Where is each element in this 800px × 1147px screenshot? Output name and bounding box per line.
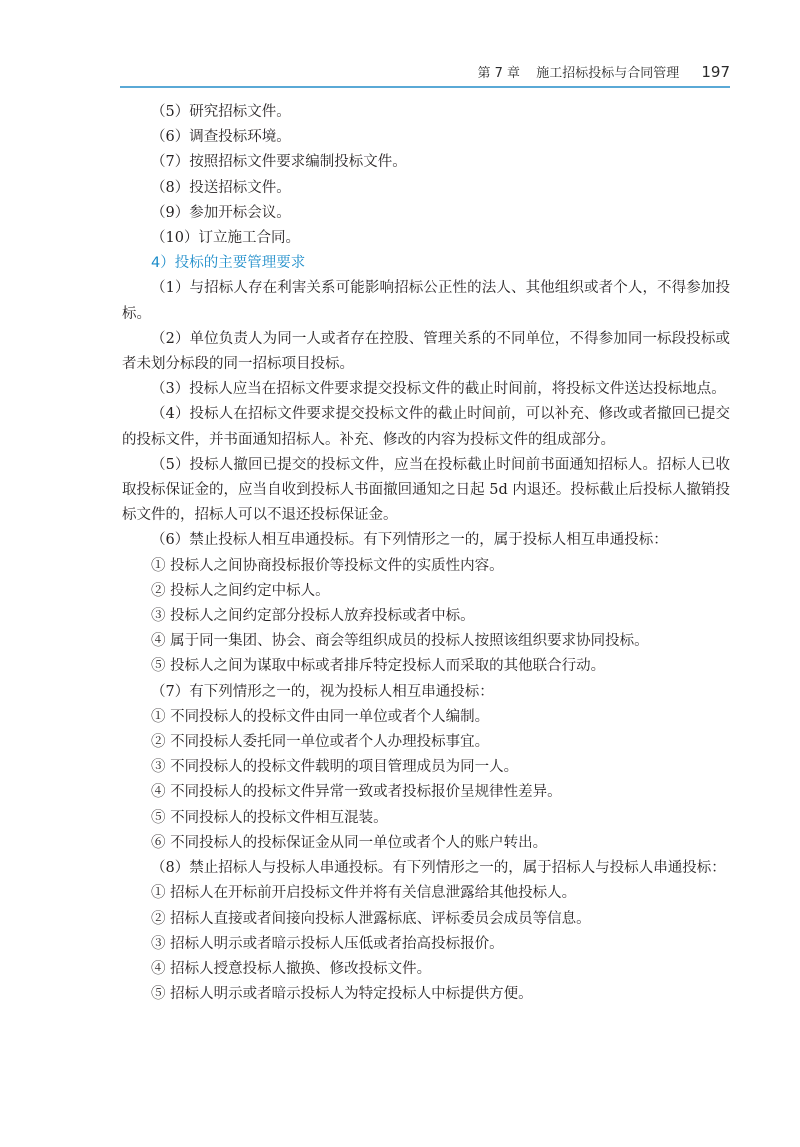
list-item: ③ 不同投标人的投标文件载明的项目管理成员为同一人。: [151, 759, 519, 776]
step-item: （9）参加开标会议。: [151, 204, 291, 221]
collusion-8-intro: （8）禁止招标人与投标人串通投标。有下列情形之一的，属于招标人与投标人串通投标：: [151, 860, 726, 877]
list-item: ② 投标人之间约定中标人。: [151, 582, 330, 599]
list-item: ② 招标人直接或者间接向投标人泄露标底、评标委员会成员等信息。: [151, 910, 591, 927]
list-item: ① 不同投标人的投标文件由同一单位或者个人编制。: [151, 708, 490, 725]
running-header: [120, 62, 730, 92]
page-body: [122, 100, 730, 1007]
collusion-7-intro: （7）有下列情形之一的，视为投标人相互串通投标：: [151, 683, 494, 700]
requirement-paragraph: （4）投标人在招标文件要求提交投标文件的截止时间前，可以补充、修改或者撤回已提交的投标文件，并书面通知招标人。补充、修改的内容为投标文件的组成部分。: [122, 406, 730, 448]
header-text: [478, 62, 730, 81]
list-item: ③ 招标人明示或者暗示投标人压低或者抬高投标报价。: [151, 935, 504, 952]
collusion-6-intro: （6）禁止投标人相互串通投标。有下列情形之一的，属于投标人相互串通投标：: [151, 532, 668, 549]
requirement-paragraph: （2）单位负责人为同一人或者存在控股、管理关系的不同单位，不得参加同一标段投标或者未划分标段的同一招标项目投标。: [122, 330, 730, 373]
list-item: ④ 招标人授意投标人撤换、修改投标文件。: [151, 960, 432, 977]
list-item: ① 招标人在开标前开启投标文件并将有关信息泄露给其他投标人。: [151, 885, 577, 902]
list-item: ① 投标人之间协商投标报价等投标文件的实质性内容。: [151, 557, 504, 574]
list-item: ⑥ 不同投标人的投标保证金从同一单位或者个人的账户转出。: [151, 834, 548, 851]
chapter-title: 施工招标投标与合同管理: [536, 66, 680, 81]
step-item: （6）调查投标环境。: [151, 129, 291, 146]
header-rule: [120, 86, 730, 88]
step-item: （5）研究招标文件。: [151, 104, 291, 120]
list-item: ③ 投标人之间约定部分投标人放弃投标或者中标。: [151, 608, 475, 625]
list-item: ⑤ 招标人明示或者暗示投标人为特定投标人中标提供方便。: [151, 986, 533, 1003]
list-item: ⑤ 投标人之间为谋取中标或者排斥特定投标人而采取的其他联合行动。: [151, 658, 606, 675]
list-item: ④ 不同投标人的投标文件异常一致或者投标报价呈规律性差异。: [151, 784, 562, 801]
chapter-label: 第 7 章: [477, 66, 521, 81]
requirement-paragraph: （1）与招标人存在利害关系可能影响招标公正性的法人、其他组织或者个人，不得参加投标。: [122, 280, 730, 322]
list-item: ② 不同投标人委托同一单位或者个人办理投标事宜。: [151, 734, 490, 751]
requirement-paragraph: （5）投标人撤回已提交的投标文件，应当在投标截止时间前书面通知招标人。招标人已收取投标保证金的，应当自收到投标人书面撤回通知之日起 5d 内退还。投标截止后投标人撤销投标文件的，招标人可以不退还投标保证金。: [122, 456, 730, 524]
requirement-paragraph: （3）投标人应当在招标文件要求提交投标文件的截止时间前，将投标文件送达投标地点。: [151, 381, 726, 398]
list-item: ④ 属于同一集团、协会、商会等组织成员的投标人按照该组织要求协同投标。: [151, 633, 649, 650]
page-number: 197: [701, 63, 730, 81]
step-item: （7）按照招标文件要求编制投标文件。: [151, 154, 407, 171]
step-item: （8）投送招标文件。: [151, 179, 291, 196]
list-item: ⑤ 不同投标人的投标文件相互混装。: [151, 809, 388, 826]
step-item: （10）订立施工合同。: [151, 230, 300, 247]
section-heading: 4）投标的主要管理要求: [151, 255, 306, 272]
